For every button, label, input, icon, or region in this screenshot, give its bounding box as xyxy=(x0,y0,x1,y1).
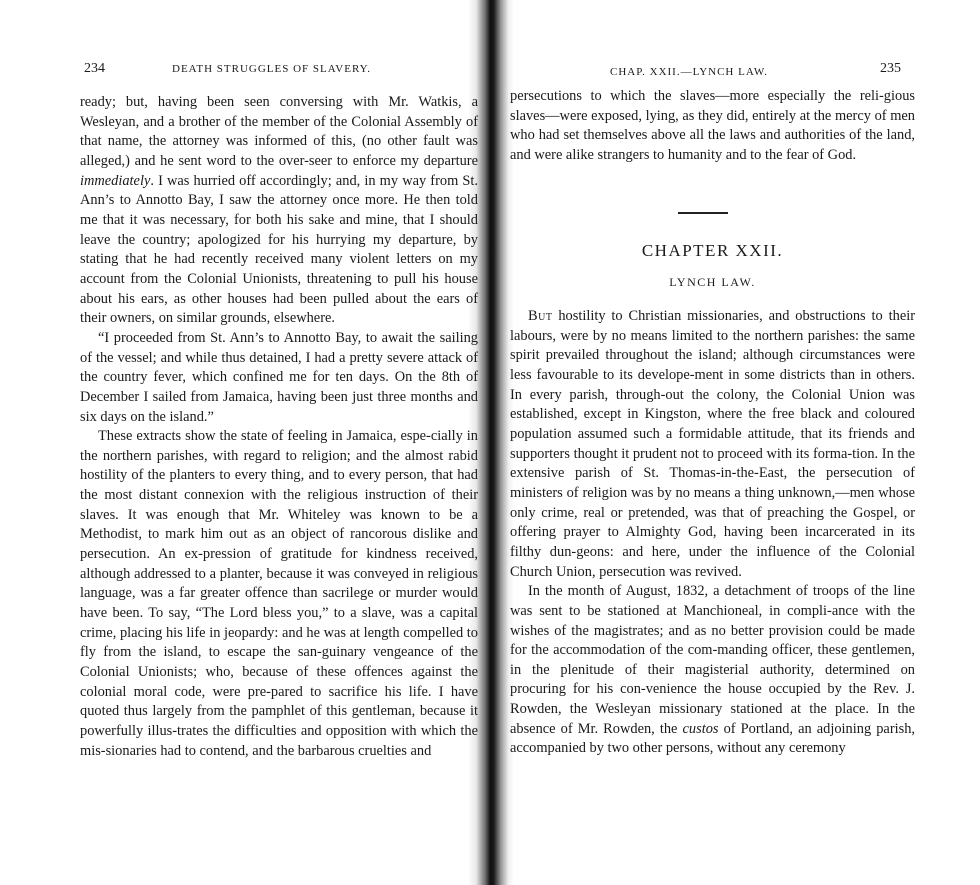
paragraph xyxy=(80,93,478,329)
right-page xyxy=(510,0,915,885)
chapter-title: LYNCH LAW. xyxy=(669,275,756,289)
left-running-head xyxy=(80,62,478,82)
paragraph xyxy=(80,329,478,427)
text-run: of Portland, an adjoining parish, accompanied by two other persons, without any ceremony xyxy=(510,720,915,757)
right-page-body xyxy=(510,307,915,759)
continued-paragraph: persecutions to which the slaves—more especially the reli-gious slaves—were exposed, lying, as they did, entirely at the mercy of men who had set themselves above all the laws and authorities of the land, and were alike strangers to humanity and to the fear of God. xyxy=(510,88,915,163)
italic-text: custos xyxy=(682,720,719,737)
italic-text: immediately xyxy=(80,172,151,189)
chapter-number: CHAPTER XXII. xyxy=(641,241,784,260)
small-caps-text: But xyxy=(528,308,553,324)
left-running-title: DEATH STRUGGLES OF SLAVERY. xyxy=(172,63,371,75)
left-page-number: 234 xyxy=(84,61,105,76)
left-page xyxy=(80,0,478,885)
text-run: These extracts show the state of feeling in Jamaica, espe-cially in the northern parishes, with regard to religion; and the almost rabid hostility of the planters to every thing, and to every person, that had the most distant connexion with the religious instruction of their slaves. It was enough that Mr. Whiteley was known to be a Methodist, to mark him out as an object of rancorous dislike and persecution. An ex-pression of gratitude for kindness received, although addressed to a planter, because it was conveyed in religious language, was a far greater offence than sacrilege or murder would have been. To say, “The Lord bless you,” to a slave, was a capital crime, placing his life in jeopardy: and he was at length compelled to fly from the island, to escape the san-guinary vengeance of the Colonial Unionists; who, because of these offences against the colonial moral code, were pre-pared to sacrifice his life. I have quoted thus largely from the pamphlet of this gentleman, because it powerfully illus-trates the difficulties and opposition with which the mis-sionaries had to contend, and the barbarous cruelties and xyxy=(80,428,478,759)
paragraph xyxy=(510,307,915,582)
text-run: . I was hurried off accordingly; and, in my way from St. Ann’s to Annotto Bay, I saw the attorney once more. He then told me that it was necessary, for both his sake and mine, that I should leave the country; apologized for his hurrying my departure, by stating that he had recently received many violent letters on my account from the Colonial Unionists, threatening to pull his house about his ears, as other houses had been pulled about the ears of their owners, on similar grounds, elsewhere. xyxy=(80,172,478,327)
right-running-head xyxy=(510,62,915,82)
right-running-title: CHAP. XXII.—LYNCH LAW. xyxy=(610,66,769,78)
right-page-number: 235 xyxy=(880,61,901,76)
right-page-continued-text xyxy=(510,87,915,166)
text-run: “I proceeded from St. Ann’s to Annotto Bay, to await the sailing of the vessel; and while thus detained, I had a pretty severe attack of the country fever, which confined me for ten days. On the 8th of December I sailed from Jamaica, having been just three months and six days on the island.” xyxy=(80,329,478,425)
text-run: hostility to Christian missionaries, and obstructions to their labours, were by no means limited to the northern parishes: the same spirit prevailed throughout the island; although circumstances were less favourable to its develope-ment in some districts than in others. In every parish, through-out the colony, the Colonial Union was established, except in Kingston, where the free black and coloured population assumed such a formidable attitude, that its friends and supporters thought it prudent not to proceed with its forma-tion. In the extensive parish of St. Thomas-in-the-East, the persecution of ministers of religion was by no means a thing unknown,—men whose only crime, real or pretended, was that of preaching the Gospel, or offering prayer to Almighty God, having been incarcerated in its filthy dun-geons: and here, under the influence of the Colonial Church Union, persecution was revived. xyxy=(510,308,915,580)
left-page-body xyxy=(80,93,478,761)
text-run: In the month of August, 1832, a detachment of troops of the line was sent to be stationed at Manchioneal, in compli-ance with the wishes of the magistrates; and as no better provision could be made for the accommodation of the com-manding officer, these gentlemen, in the plenitude of their magisterial authority, determined on procuring for his con-venience the house occupied by the Rev. J. Rowden, the Wesleyan missionary stationed at the place. In the absence of Mr. Rowden, the xyxy=(510,583,915,737)
text-run: ready; but, having been seen conversing with Mr. Watkis, a Wesleyan, and a brother of the member of the Colonial Assembly of that name, the attorney was informed of this, (no other fault was alleged,) and he sent word to the over-seer to enforce my departure xyxy=(80,94,478,169)
chapter-divider-rule xyxy=(678,212,728,214)
paragraph xyxy=(510,582,915,759)
paragraph xyxy=(80,427,478,761)
